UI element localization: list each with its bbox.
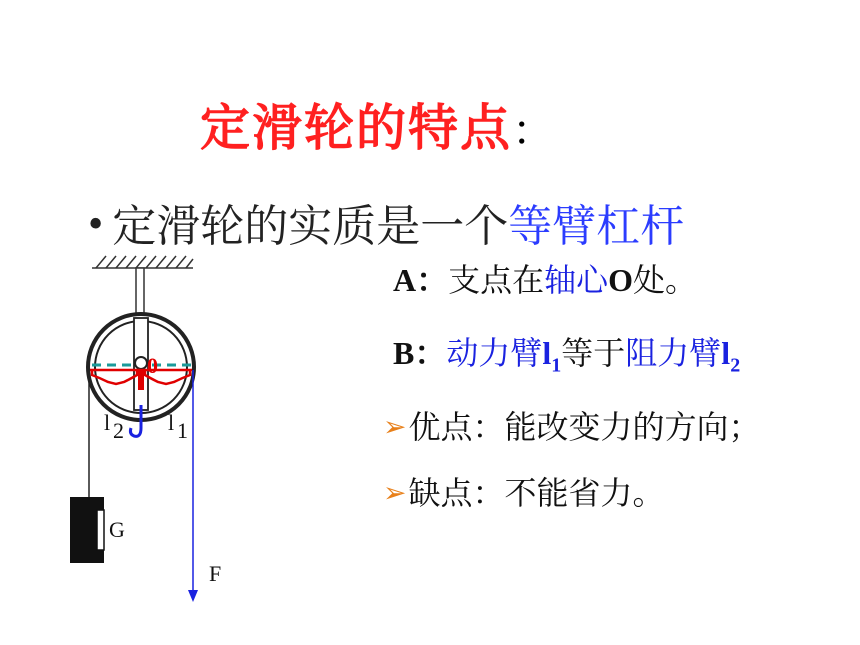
title-text: 定滑轮的特点 [200, 99, 512, 157]
point-a-o: O [608, 262, 634, 298]
l1-sub-label: 1 [177, 418, 188, 443]
point-b-l2: l [721, 335, 731, 371]
force-label: F [209, 561, 222, 586]
point-a-text1: 支点在 [448, 261, 545, 299]
l2-sub-label: 2 [113, 418, 124, 443]
point-b-blue1: 动力臂 [446, 334, 543, 372]
force-arrow-icon [188, 590, 198, 602]
axle-icon [135, 357, 147, 369]
arrow-bullet-icon: ➢ [383, 410, 407, 443]
weight-hook-slot [97, 510, 104, 550]
point-a-label: A： [393, 262, 449, 298]
point-b-blue2: 阻力臂 [625, 334, 722, 372]
point-b-l1: l [542, 335, 552, 371]
point-b-l2-sub: 2 [730, 354, 741, 377]
disadvantage-text: 缺点：不能省力。 [408, 474, 665, 512]
point-b-l1-sub: 1 [551, 354, 562, 377]
hanger-rod [136, 268, 144, 318]
bullet-highlight: 等臂杠杆 [508, 201, 685, 252]
advantage-text: 优点：能改变力的方向； [408, 408, 761, 446]
pivot-label: 0 [147, 353, 158, 378]
title-colon: ： [512, 106, 557, 155]
point-b-mid: 等于 [561, 334, 626, 372]
point-a-text2: 处。 [633, 261, 698, 299]
weight-label: G [109, 517, 125, 542]
l2-label: l [104, 410, 111, 435]
point-b-label: B： [393, 335, 447, 371]
bullet-dot-icon: • [85, 205, 107, 246]
ceiling-hatch [92, 256, 193, 268]
l1-label: l [168, 410, 175, 435]
bullet-prefix: 定滑轮的实质是一个 [112, 201, 509, 252]
arrow-bullet-icon: ➢ [383, 476, 407, 509]
point-a-blue: 轴心 [544, 261, 609, 299]
